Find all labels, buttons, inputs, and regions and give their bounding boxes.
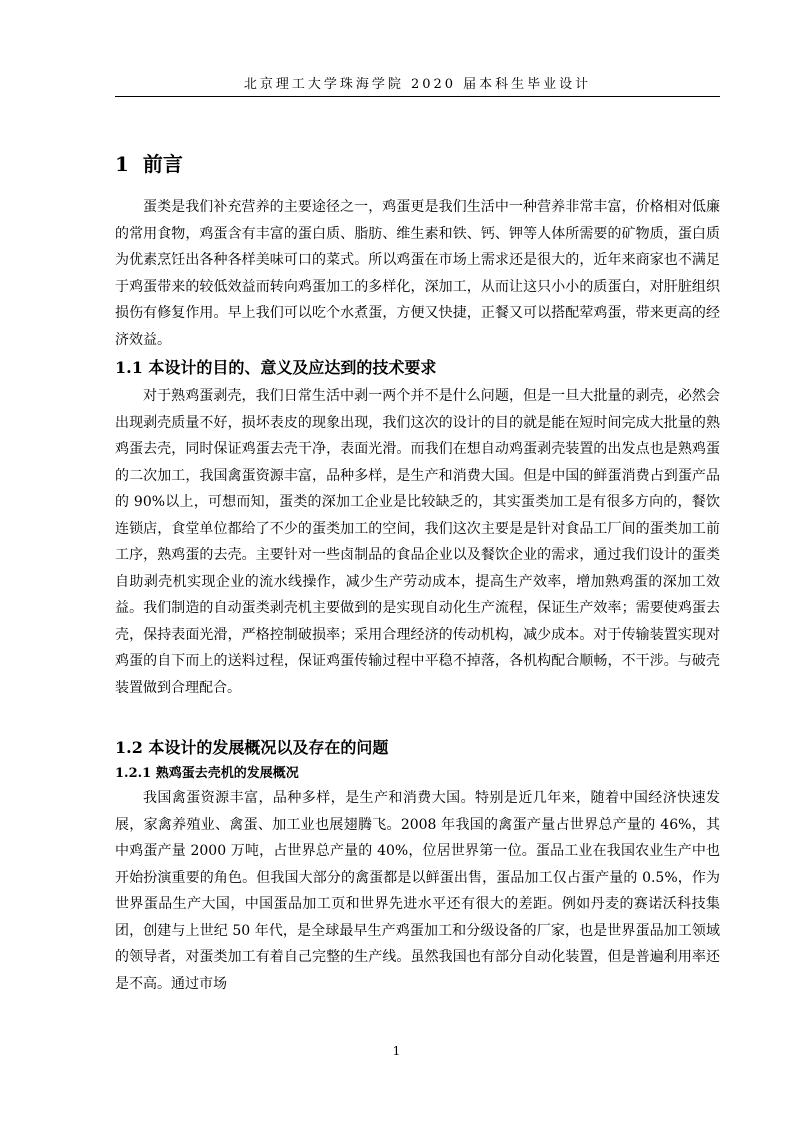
subsection-title: 熟鸡蛋去壳机的发展概况 xyxy=(155,766,299,781)
page-number: 1 xyxy=(392,1044,401,1058)
section-title: 本设计的发展概况以及存在的问题 xyxy=(148,738,389,757)
chapter-number: 1 xyxy=(115,152,129,176)
section-heading-1-2 xyxy=(115,733,720,763)
development-paragraph: 我国禽蛋资源丰富，品种多样，是生产和消费大国。特别是近几年来，随着中国经济快速发展，家禽养殖业、禽蛋、加工业也展翅腾飞。2008 年我国的禽蛋产量占世界总产量的 46%，其中鸡蛋产量 2000 万吨，占世界总产量的 40%，位居世界第一位。蛋品工业在我国农业生产中也开始扮演重要的角色。但我国大部分的禽蛋都是以鲜蛋出售，蛋品加工仅占蛋产量的 0.5%，作为世界蛋品生产大国，中国蛋品加工页和世界先进水平还有很大的差距。例如丹麦的赛诺沃科技集团，创建与上世纪 50 年代，是全球最早生产鸡蛋加工和分级设备的厂家，也是世界蛋品加工领域的领导者，对蛋类加工有着自己完整的生产线。虽然我国也有部分自动化装置，但是普遍利用率还是不高。通过市场 xyxy=(115,790,720,992)
section-number: 1.1 xyxy=(115,358,143,377)
section-heading-1-1 xyxy=(115,353,720,383)
intro-paragraph: 蛋类是我们补充营养的主要途径之一，鸡蛋更是我们生活中一种营养非常丰富，价格相对低廉的常用食物，鸡蛋含有丰富的蛋白质、脂肪、维生素和铁、钙、钾等人体所需要的矿物质，蛋白质为优素烹饪出各种各样美味可口的菜式。所以鸡蛋在市场上需求还是很大的，近年来商家也不满足于鸡蛋带来的较低效益而转向鸡蛋加工的多样化，深加工，从而让这只小小的质蛋白，对肝脏组织损伤有修复作用。早上我们可以吃个水煮蛋，方便又快捷，正餐又可以搭配荤鸡蛋，带来更高的经济效益。 xyxy=(115,199,720,348)
running-header: 北京理工大学珠海学院 2020 届本科生毕业设计 xyxy=(243,77,592,92)
page-body xyxy=(115,138,720,997)
spacer xyxy=(115,701,720,733)
subsection-heading-1-2-1 xyxy=(115,763,720,785)
purpose-paragraph: 对于熟鸡蛋剥壳，我们日常生活中剥一两个并不是什么问题，但是一旦大批量的剥壳，必然会出现剥壳质量不好，损坏表皮的现象出现，我们这次的设计的目的就是能在短时间完成大批量的熟鸡蛋去壳，同时保证鸡蛋去壳干净，表面光滑。而我们在想自动鸡蛋剥壳装置的出发点也是熟鸡蛋的二次加工，我国禽蛋资源丰富，品种多样，是生产和消费大国。但是中国的鲜蛋消费占到蛋产品的 90%以上，可想而知，蛋类的深加工企业是比较缺乏的，其实蛋类加工是有很多方向的，餐饮连锁店，食堂单位都给了不少的蛋类加工的空间，我们这次主要是是针对食品工厂间的蛋类加工前工序，熟鸡蛋的去壳。主要针对一些卤制品的食品企业以及餐饮企业的需求，通过我们设计的蛋类自助剥壳机实现企业的流水线操作，减少生产劳动成本，提高生产效率，增加熟鸡蛋的深加工效益。我们制造的自动蛋类剥壳机主要做到的是实现自动化生产流程，保证生产效率；需要使鸡蛋去壳，保持表面光滑，严格控制破损率；采用合理经济的传动机构，减少成本。对于传输装置实现对鸡蛋的自下而上的送料过程，保证鸡蛋传输过程中平稳不掉落，各机构配合顺畅，不干涉。与破壳装置做到合理配合。 xyxy=(115,388,720,696)
section-title: 本设计的目的、意义及应达到的技术要求 xyxy=(148,358,437,377)
header-rule xyxy=(115,96,720,97)
chapter-title: 前言 xyxy=(142,152,183,176)
section-number: 1.2 xyxy=(115,738,143,757)
chapter-heading xyxy=(115,138,720,194)
subsection-number: 1.2.1 xyxy=(115,766,152,781)
